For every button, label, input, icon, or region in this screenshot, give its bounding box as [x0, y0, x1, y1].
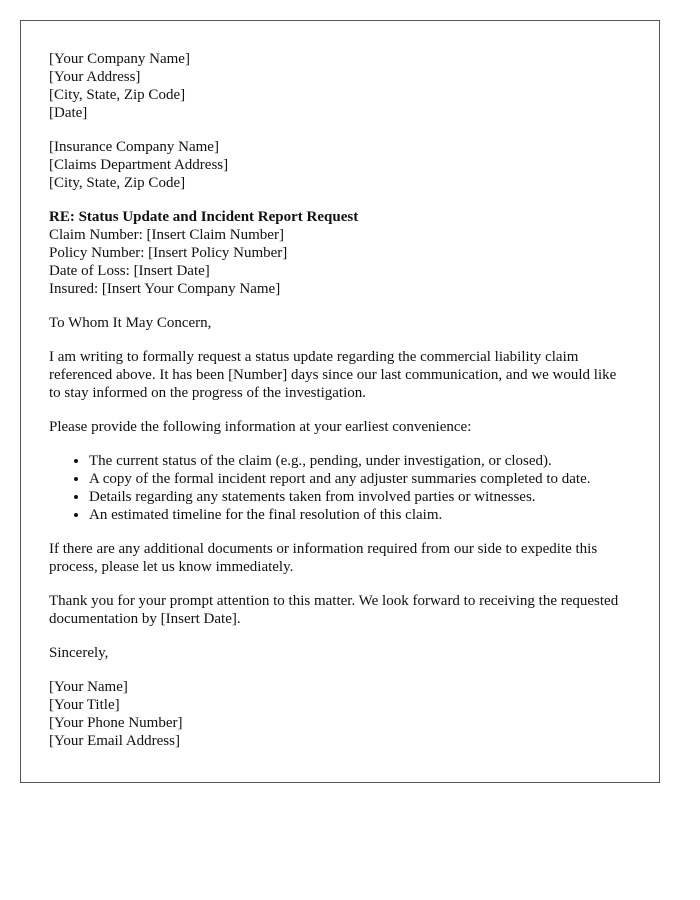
request-list — [49, 452, 631, 524]
additional-docs-paragraph: If there are any additional documents or information required from our side to expedite this process, please let us know immediately. — [49, 541, 598, 575]
list-item: • A copy of the formal incident report and any adjuster summaries completed to date. — [89, 470, 631, 488]
subject-line: RE: Status Update and Incident Report Request — [49, 209, 359, 225]
sender-address-block — [49, 50, 631, 122]
date-of-loss: Date of Loss: [Insert Date] — [49, 263, 210, 279]
sender-company: [Your Company Name] — [49, 51, 190, 67]
letter-date: [Date] — [49, 105, 88, 121]
claim-number: Claim Number: [Insert Claim Number] — [49, 227, 284, 243]
policy-number: Policy Number: [Insert Policy Number] — [49, 245, 288, 261]
request-lead-paragraph: Please provide the following information at your earliest convenience: — [49, 419, 472, 435]
list-item: • An estimated timeline for the final resolution of this claim. — [89, 506, 631, 524]
signature-title: [Your Title] — [49, 697, 120, 713]
salutation: To Whom It May Concern, — [49, 315, 212, 331]
recipient-address: [Claims Department Address] — [49, 157, 229, 173]
reference-block — [49, 208, 631, 298]
closing: Sincerely, — [49, 645, 109, 661]
signature-name: [Your Name] — [49, 679, 128, 695]
signature-email: [Your Email Address] — [49, 733, 180, 749]
sender-address: [Your Address] — [49, 69, 141, 85]
insured: Insured: [Insert Your Company Name] — [49, 281, 281, 297]
list-item: • Details regarding any statements taken from involved parties or witnesses. — [89, 488, 631, 506]
signature-phone: [Your Phone Number] — [49, 715, 183, 731]
intro-paragraph: I am writing to formally request a status update regarding the commercial liability claim referenced above. It has been [Number] days since our last communication, and we would like to stay informed on the progress of the investigation. — [49, 349, 617, 401]
signature-block — [49, 678, 631, 750]
thanks-paragraph: Thank you for your prompt attention to this matter. We look forward to receiving the requested documentation by [Insert Date]. — [49, 593, 619, 627]
recipient-address-block — [49, 138, 631, 192]
list-item: • The current status of the claim (e.g., pending, under investigation, or closed). — [89, 452, 631, 470]
letter-document — [20, 20, 660, 783]
recipient-company: [Insurance Company Name] — [49, 139, 219, 155]
recipient-city: [City, State, Zip Code] — [49, 175, 186, 191]
sender-city: [City, State, Zip Code] — [49, 87, 186, 103]
